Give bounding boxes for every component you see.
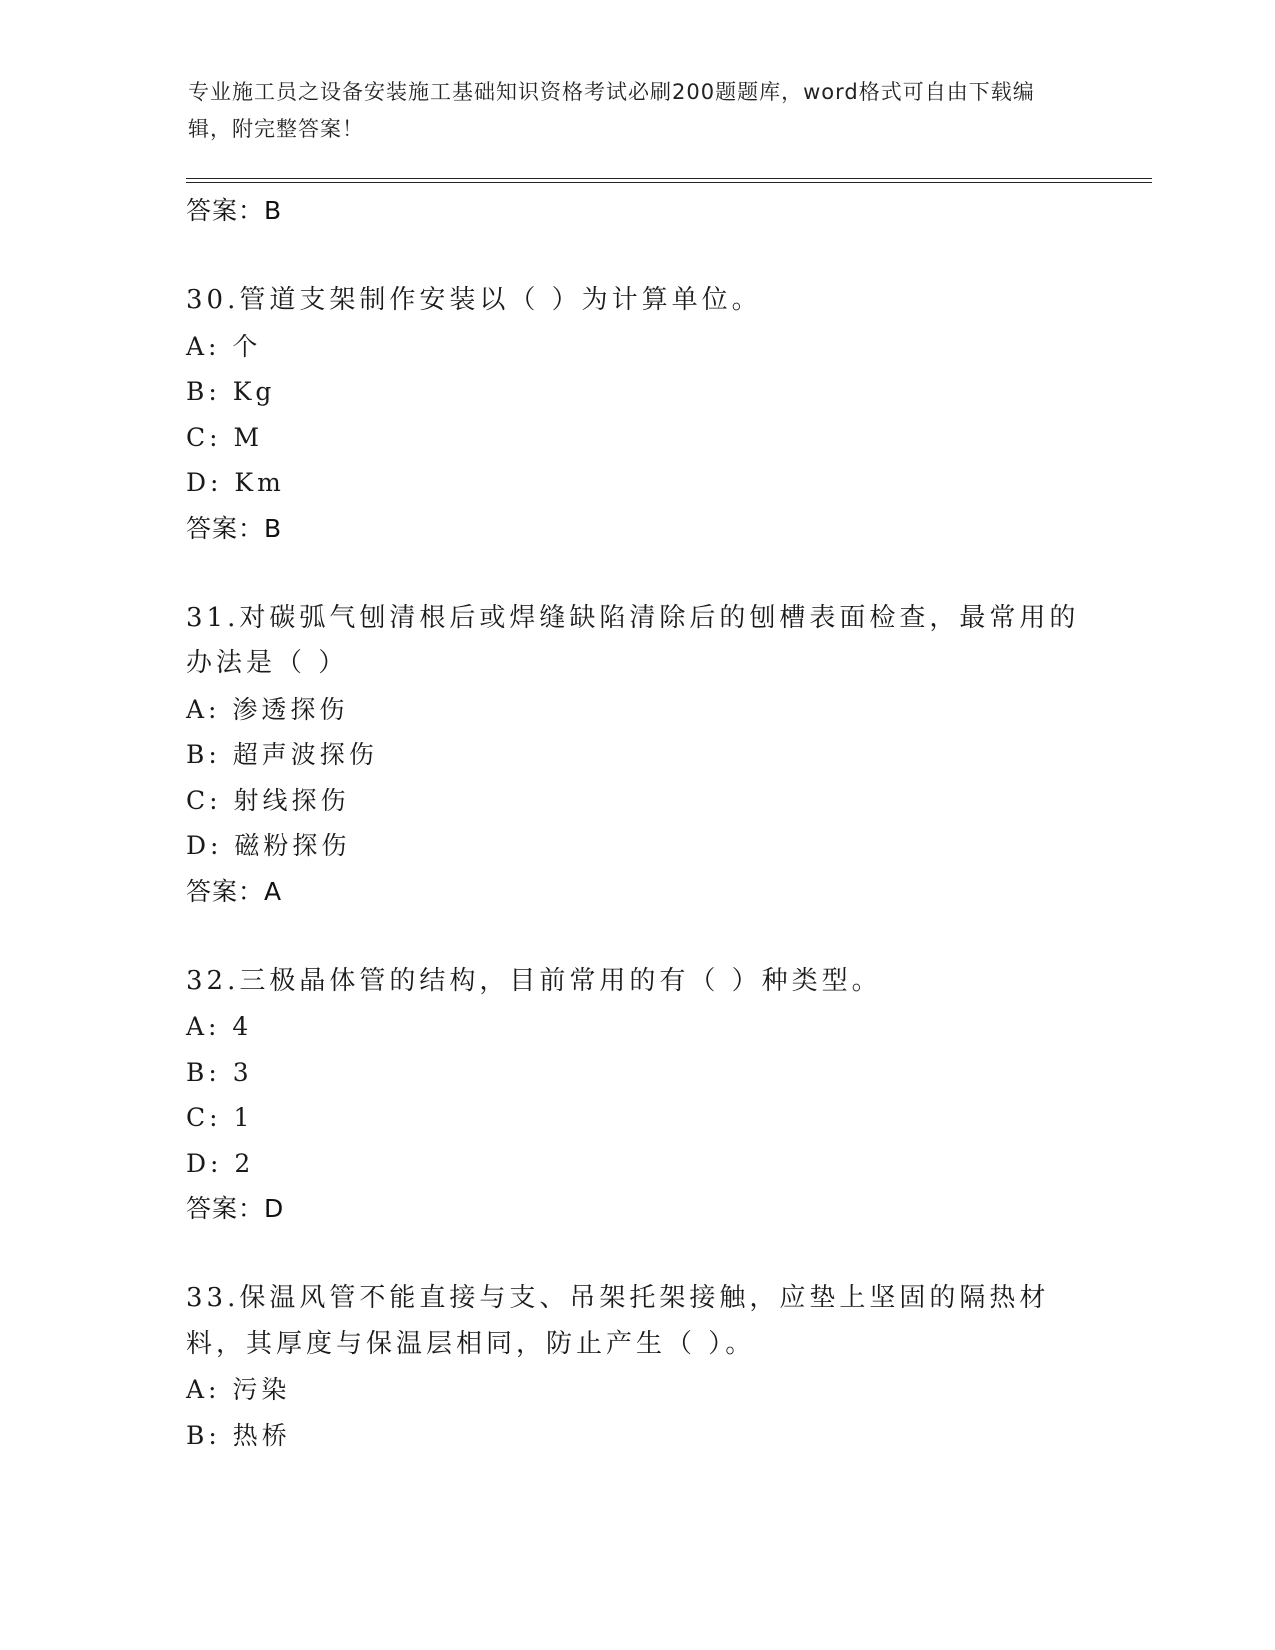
document-header: 专业施工员之设备安装施工基础知识资格考试必刷200题题库，word格式可自由下载编辑，附完整答案！ [188,80,1035,141]
header-divider [186,178,1152,179]
option-c: C: 射线探伤 [186,785,350,815]
question-31 [186,596,1086,915]
question-stem: 33.保温风管不能直接与支、吊架托架接触，应垫上坚固的隔热材料，其厚度与保温层相同，防止产生（ ）。 [186,1283,1050,1359]
answer-line: 答案：D [186,1194,285,1223]
question-33 [186,1276,1086,1458]
option-a: A: 4 [186,1012,253,1041]
option-c: C: 1 [186,1103,254,1132]
option-a: A: 个 [186,331,262,361]
option-b: B: 3 [186,1057,253,1087]
header-divider-double [186,182,1152,183]
option-d: D: 磁粉探伤 [186,831,351,860]
option-b: B: 超声波探伤 [186,740,378,769]
option-c: C: M [186,422,264,452]
question-32 [186,959,1086,1233]
question-stem: 32.三极晶体管的结构，目前常用的有（ ）种类型。 [186,965,882,996]
question-stem: 30.管道支架制作安装以（ ）为计算单位。 [186,285,762,315]
option-a: A: 渗透探伤 [186,694,349,724]
option-b: B: 热桥 [186,1420,291,1450]
option-a: A: 污染 [186,1375,291,1404]
question-list [186,185,1086,1458]
answer-line: 答案：B [186,196,283,225]
option-d: D: 2 [186,1148,255,1178]
question-stem: 31.对碳弧气刨清根后或焊缝缺陷清除后的刨槽表面检查，最常用的办法是（ ） [186,602,1080,678]
answer-line: 答案：B [186,513,283,543]
question-30 [186,278,1086,552]
option-b: B: Kg [186,377,276,406]
option-d: D: Km [186,468,285,497]
answer-line: 答案：A [186,876,283,906]
